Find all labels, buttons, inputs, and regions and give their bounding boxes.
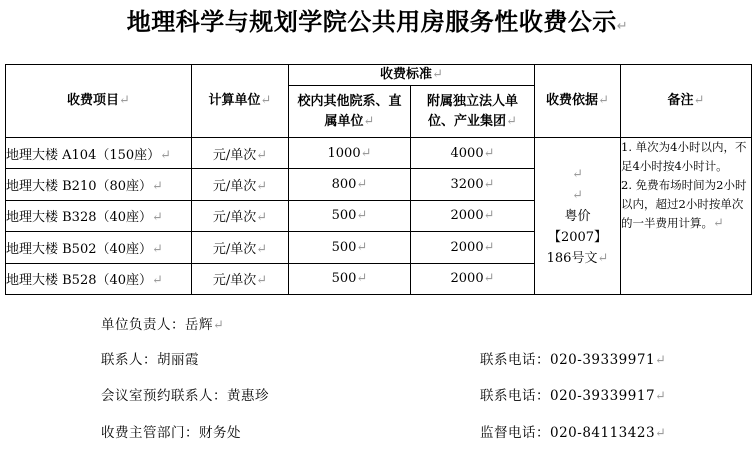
booking-contact: 会议室预约联系人：黄惠珍 (101, 388, 269, 404)
internal-fee-cell: 800↵ (289, 169, 411, 200)
unit-cell: 元/单次↵ (192, 200, 289, 231)
affiliated-fee-cell: 3200↵ (411, 169, 535, 200)
header-unit: 计算单位↵ (192, 65, 289, 138)
charge-department: 收费主管部门：财务处 (101, 425, 241, 441)
item-cell: 地理大楼 A104（150座）↵ (6, 138, 192, 169)
affiliated-fee-cell: 2000↵ (411, 200, 535, 231)
item-cell: 地理大楼 B528（40座）↵ (6, 263, 192, 295)
item-cell: 地理大楼 B502（40座）↵ (6, 232, 192, 263)
header-affiliated: 附属独立法人单位、产业集团↵ (411, 86, 535, 138)
unit-cell: 元/单次↵ (192, 138, 289, 169)
internal-fee-cell: 1000↵ (289, 138, 411, 169)
affiliated-fee-cell: 2000↵ (411, 263, 535, 295)
remark-cell: 1. 单次为4小时以内，不足4小时按4小时计。 2. 免费布场时间为2小时以内，超过2小时按单次的一半费用计算。↵ (621, 138, 752, 295)
header-remark: 备注↵ (621, 65, 752, 138)
unit-cell: 元/单次↵ (192, 232, 289, 263)
paragraph-mark: ↵ (616, 19, 629, 34)
page-title: 地理科学与规划学院公共用房服务性收费公示↵ (126, 8, 629, 36)
internal-fee-cell: 500↵ (289, 263, 411, 295)
responsible-person: 单位负责人：岳辉↵ (101, 317, 225, 333)
internal-fee-cell: 500↵ (289, 200, 411, 231)
item-cell: 地理大楼 B210（80座）↵ (6, 169, 192, 200)
unit-cell: 元/单次↵ (192, 169, 289, 200)
header-basis: 收费依据↵ (535, 65, 621, 138)
affiliated-fee-cell: 2000↵ (411, 232, 535, 263)
header-item: 收费项目↵ (6, 65, 192, 138)
header-internal: 校内其他院系、直属单位↵ (289, 86, 411, 138)
contact-person: 联系人：胡丽霞 (101, 352, 199, 368)
affiliated-fee-cell: 4000↵ (411, 138, 535, 169)
contact-phone: 联系电话：020-39339971↵ (480, 352, 667, 368)
header-standard: 收费标准↵ (289, 65, 535, 86)
item-cell: 地理大楼 B328（40座）↵ (6, 200, 192, 231)
internal-fee-cell: 500↵ (289, 232, 411, 263)
supervision-phone: 监督电话：020-84113423↵ (480, 425, 667, 441)
booking-phone: 联系电话：020-39339917↵ (480, 388, 667, 404)
table-row (6, 138, 752, 169)
basis-cell: ↵ ↵ 粤价 【2007】 186号文↵ (535, 138, 621, 295)
fee-table (5, 64, 752, 295)
unit-cell: 元/单次↵ (192, 263, 289, 295)
